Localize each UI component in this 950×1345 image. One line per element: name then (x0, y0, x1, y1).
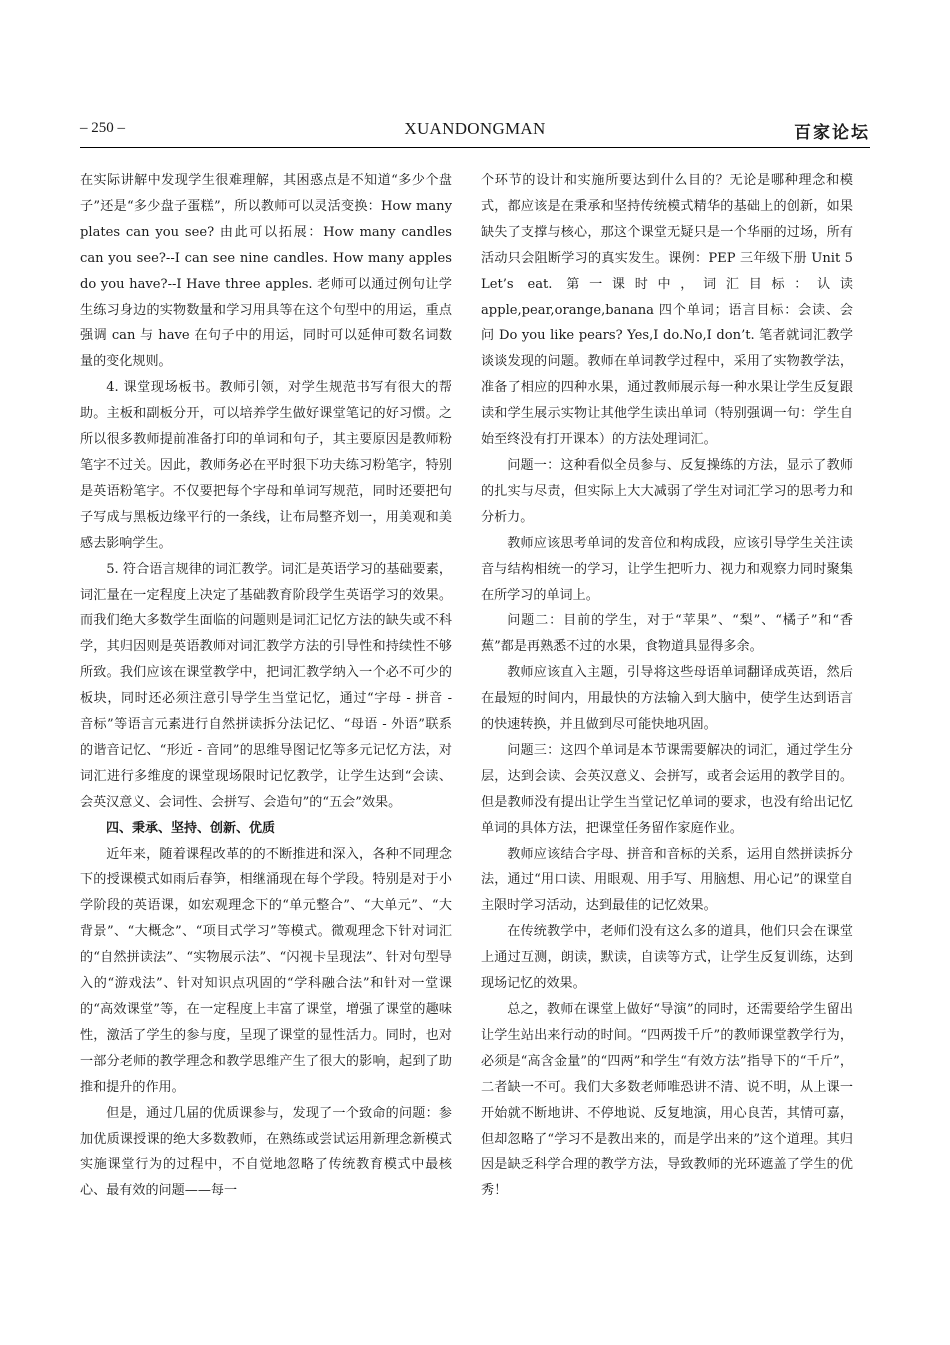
paragraph: 教师应该思考单词的发音位和构成段，应该引导学生关注读音与结构相统一的学习，让学生把听力、视力和观察力同时聚集在所学习的单词上。 (481, 535, 853, 603)
left-column (80, 168, 452, 1204)
paragraph: 个环节的设计和实施所要达到什么目的？无论是哪种理念和模式，都应该是在秉承和坚持传统模式精华的基础上的创新，如果缺失了支撑与核心，那这个课堂无疑只是一个华丽的过场，所有活动只会阻断学习的真实发生。课例：PEP 三年级下册 Unit 5 Let’s eat. 第一课时中，词汇目标：认读 apple,pear,orange,banana 四个单词；语言目标：会读、会问 Do you like pears? Yes,I do.No,I don’t. 笔者就词汇教学谈谈发现的问题。教师在单词教学过程中，采用了实物教学法，准备了相应的四种水果，通过教师展示每一种水果让学生反复跟读和学生展示实物让其他学生读出单词（特别强调一句：学生自始至终没有打开课本）的方法处理词汇。 (481, 173, 853, 448)
journal-name: XUANDONGMAN (404, 119, 546, 138)
header-rule (80, 147, 870, 148)
paragraph: 总之，教师在课堂上做好“导演”的同时，还需要给学生留出让学生站出来行动的时间。“四两拨千斤”的教师课堂教学行为，必须是“高含金量”的“四两”和学生“有效方法”指导下的“千斤”，二者缺一不可。我们大多数老师唯恐讲不清、说不明，从上课一开始就不断地讲、不停地说、反复地演，用心良苦，其情可嘉，但却忽略了“学习不是教出来的，而是学出来的”这个道理。其归因是缺乏科学合理的教学方法，导致教师的光环遮盖了学生的优秀！ (481, 1002, 853, 1199)
paragraph: 但是，通过几届的优质课参与，发现了一个致命的问题：参加优质课授课的绝大多数教师，在熟练或尝试运用新理念新模式实施课堂行为的过程中，不自觉地忽略了传统教育模式中最核心、最有效的问题——每一 (80, 1105, 452, 1199)
section-title: 百家论坛 (794, 123, 870, 143)
page-header (80, 118, 870, 144)
paragraph: 问题一：这种看似全员参与、反复操练的方法，显示了教师的扎实与尽责，但实际上大大减弱了学生对词汇学习的思考力和分析力。 (481, 457, 853, 525)
paragraph: 4. 课堂现场板书。教师引领，对学生规范书写有很大的帮助。主板和副板分开，可以培养学生做好课堂笔记的好习惯。之所以很多教师提前准备打印的单词和句子，其主要原因是教师粉笔字不过关。因此，教师务必在平时狠下功夫练习粉笔字，特别是英语粉笔字。不仅要把每个字母和单词写规范，同时还要把句子写成与黑板边缘平行的一条线，让布局整齐划一，用美观和美感去影响学生。 (80, 380, 452, 551)
paragraph: 问题三：这四个单词是本节课需要解决的词汇，通过学生分层，达到会读、会英汉意义、会拼写，或者会运用的教学目的。但是教师没有提出让学生当堂记忆单词的要求，也没有给出记忆单词的具体方法，把课堂任务留作家庭作业。 (481, 742, 853, 836)
paragraph: 教师应该结合字母、拼音和音标的关系，运用自然拼读拆分法，通过“用口读、用眼观、用手写、用脑想、用心记”的课堂自主限时学习活动，达到最佳的记忆效果。 (481, 846, 853, 914)
right-column (481, 168, 853, 1204)
paragraph: 在传统教学中，老师们没有这么多的道具，他们只会在课堂上通过互测，朗读，默读，自读等方式，让学生反复训练，达到现场记忆的效果。 (481, 924, 853, 992)
section-heading: 四、秉承、坚持、创新、优质 (106, 820, 276, 836)
paragraph: 近年来，随着课程改革的的不断推进和深入，各种不同理念下的授课模式如雨后春笋，相继涌现在每个学段。特别是对于小学阶段的英语课，如宏观理念下的“单元整合”、“大单元”、“大背景”、“大概念”、“项目式学习”等模式。微观理念下针对词汇的“自然拼读法”、“实物展示法”、“闪视卡呈现法”、针对句型导入的“游戏法”、针对知识点巩固的“学科融合法”和针对一堂课的“高效课堂”等，在一定程度上丰富了课堂，增强了课堂的趣味性，激活了学生的参与度，呈现了课堂的显性活力。同时，也对一部分老师的教学理念和教学思维产生了很大的影响，起到了助推和提升的作用。 (80, 846, 452, 1095)
paragraph: 5. 符合语言规律的词汇教学。词汇是英语学习的基础要素，词汇量在一定程度上决定了基础教育阶段学生英语学习的效果。而我们绝大多数学生面临的问题则是词汇记忆方法的缺失或不科学，其归因则是英语教师对词汇教学方法的引导性和持续性不够所致。我们应该在课堂教学中，把词汇教学纳入一个必不可少的板块，同时还必须注意引导学生当堂记忆，通过“字母 - 拼音 - 音标”等语言元素进行自然拼读拆分法记忆、“母语 - 外语”联系的谐音记忆、“形近 - 音同”的思维导图记忆等多元记忆方法，对词汇进行多维度的课堂现场限时记忆教学，让学生达到“会读、会英汉意义、会词性、会拼写、会造句”的“五会”效果。 (80, 561, 452, 810)
paragraph: 教师应该直入主题，引导将这些母语单词翻译成英语，然后在最短的时间内，用最快的方法输入到大脑中，使学生达到语言的快速转换，并且做到尽可能快地巩固。 (481, 665, 853, 733)
page-number: – 250 – (80, 120, 125, 136)
paragraph: 在实际讲解中发现学生很难理解，其困惑点是不知道“多少个盘子”还是“多少盘子蛋糕”，所以教师可以灵活变换：How many plates can you see? 由此可以拓展：How many candles can you see?--I can see nine candles. How many apples do you have?--I Have three apples. 老师可以通过例句让学生练习身边的实物数量和学习用具等在这个句型中的用运，重点强调 can 与 have 在句子中的用运，同时可以延伸可数名词数量的变化规则。 (80, 173, 452, 370)
paragraph: 问题二：目前的学生，对于“苹果”、“梨”、“橘子”和“香蕉”都是再熟悉不过的水果，食物道具显得多余。 (481, 613, 853, 655)
